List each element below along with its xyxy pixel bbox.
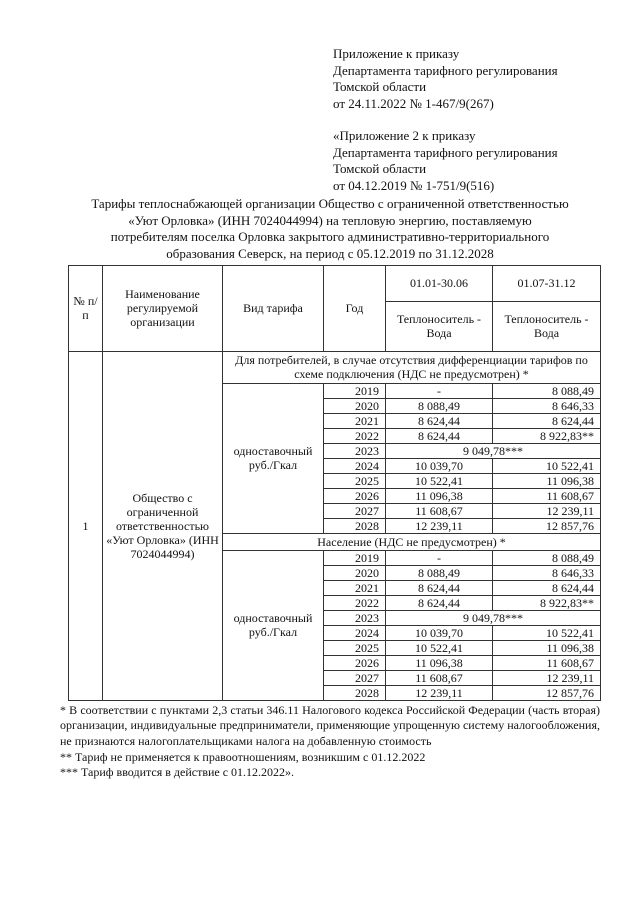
year-cell: 2027 <box>324 670 386 685</box>
header-period-2: 01.07-31.12 <box>493 265 601 301</box>
footnote: *** Тариф вводится в действие с 01.12.2022». <box>60 765 295 780</box>
section-heading: Население (НДС не предусмотрен) * <box>223 533 601 550</box>
header-num: № п/п <box>69 265 103 351</box>
year-cell: 2023 <box>324 443 386 458</box>
tariff-value-cell: 8 646,33 <box>493 565 601 580</box>
year-cell: 2019 <box>324 550 386 565</box>
tariff-value-cell: 8 088,49 <box>386 565 493 580</box>
tariff-value-cell: 11 608,67 <box>493 488 601 503</box>
footnotes <box>60 703 600 781</box>
tariff-value-cell: 8 624,44 <box>493 580 601 595</box>
section-heading: Для потребителей, в случае отсутствия дифференциации тарифов по схеме подключения (НДС не предусмотрен) * <box>223 351 601 383</box>
tariff-value-cell: 12 857,76 <box>493 518 601 533</box>
tariff-value-cell: 10 522,41 <box>493 458 601 473</box>
tariff-value-cell: 8 624,44 <box>493 413 601 428</box>
header-carrier-1: Теплоноситель - Вода <box>386 301 493 351</box>
header-year: Год <box>324 265 386 351</box>
tariff-value-cell: 11 096,38 <box>386 488 493 503</box>
tariff-value-cell: 8 922,83** <box>493 428 601 443</box>
tariff-value-cell: 8 624,44 <box>386 428 493 443</box>
year-cell: 2020 <box>324 398 386 413</box>
section-heading-row <box>69 351 601 383</box>
tariff-value-cell: 12 239,11 <box>386 685 493 700</box>
year-cell: 2024 <box>324 625 386 640</box>
tariff-value-cell: 11 608,67 <box>386 670 493 685</box>
appendix-line: Томской области <box>333 79 427 94</box>
title-line: «Уют Орловка» (ИНН 7024044994) на тепловую энергию, поставляемую <box>128 212 532 228</box>
year-cell: 2022 <box>324 428 386 443</box>
tariff-value-cell: 8 088,49 <box>493 383 601 398</box>
year-cell: 2024 <box>324 458 386 473</box>
appendix-line: Департамента тарифного регулирования <box>333 144 558 160</box>
appendix-line: Департамента тарифного регулирования <box>333 62 558 78</box>
year-cell: 2019 <box>324 383 386 398</box>
tariff-value-cell: 10 522,41 <box>493 625 601 640</box>
year-cell: 2026 <box>324 488 386 503</box>
tariff-value-cell: 11 096,38 <box>386 655 493 670</box>
year-cell: 2023 <box>324 610 386 625</box>
tariff-value-cell: 8 624,44 <box>386 595 493 610</box>
tariff-value-cell: 8 088,49 <box>386 398 493 413</box>
year-cell: 2021 <box>324 580 386 595</box>
tariff-value-cell: - <box>386 550 493 565</box>
tariff-type: одноставочный руб./Гкал <box>223 383 324 533</box>
tariff-value-cell: 9 049,78*** <box>386 443 601 458</box>
tariff-value-cell: 11 096,38 <box>493 473 601 488</box>
tariff-value-cell: - <box>386 383 493 398</box>
appendix-line: «Приложение 2 к приказу <box>333 128 476 143</box>
tariff-value-cell: 12 857,76 <box>493 685 601 700</box>
tariff-value-cell: 8 624,44 <box>386 580 493 595</box>
year-cell: 2026 <box>324 655 386 670</box>
tariff-value-cell: 8 624,44 <box>386 413 493 428</box>
header-period-1: 01.01-30.06 <box>386 265 493 301</box>
title-line: образования Северск, на период с 05.12.2019 по 31.12.2028 <box>166 246 494 262</box>
tariff-value-cell: 12 239,11 <box>493 503 601 518</box>
year-cell: 2027 <box>324 503 386 518</box>
organization-name: Общество с ограниченной ответственностью «Уют Орловка» (ИНН 7024044994) <box>103 351 223 700</box>
year-cell: 2028 <box>324 685 386 700</box>
title-line: потребителям поселка Орловка закрытого административно-территориального <box>110 229 550 245</box>
appendix-line: Томской области <box>333 161 427 176</box>
footnote: ** Тариф не применяется к правоотношениям, возникшим с 01.12.2022 <box>60 749 426 764</box>
year-cell: 2022 <box>324 595 386 610</box>
appendix-original-reference <box>333 128 558 194</box>
year-cell: 2021 <box>324 413 386 428</box>
appendix-reference <box>333 46 558 112</box>
tariff-value-cell: 11 608,67 <box>493 655 601 670</box>
tariff-value-cell: 9 049,78*** <box>386 610 601 625</box>
tariff-value-cell: 10 039,70 <box>386 458 493 473</box>
document-body <box>60 196 600 781</box>
document-title <box>60 196 600 263</box>
year-cell: 2025 <box>324 473 386 488</box>
appendix-line: Приложение к приказу <box>333 46 460 61</box>
tariff-value-cell: 12 239,11 <box>386 518 493 533</box>
tariff-value-cell: 8 922,83** <box>493 595 601 610</box>
tariff-value-cell: 11 096,38 <box>493 640 601 655</box>
tariff-table <box>68 265 601 701</box>
tariff-value-cell: 10 039,70 <box>386 625 493 640</box>
row-number: 1 <box>69 351 103 700</box>
footnote: * В соответствии с пунктами 2,3 статьи 346.11 Налогового кодекса Российской Федерации (часть вторая) организации, индивидуальные предприниматели, применяющие упрощенную систему налогообложения, не признаются налогоплательщиками налога на добавленную стоимость <box>60 702 600 748</box>
appendix-line: от 04.12.2019 № 1-751/9(516) <box>333 177 495 193</box>
title-line: Тарифы теплоснабжающей организации Общество с ограниченной ответственностью <box>91 196 569 211</box>
year-cell: 2028 <box>324 518 386 533</box>
year-cell: 2020 <box>324 565 386 580</box>
tariff-value-cell: 8 088,49 <box>493 550 601 565</box>
header-carrier-2: Теплоноситель - Вода <box>493 301 601 351</box>
tariff-value-cell: 10 522,41 <box>386 473 493 488</box>
header-type: Вид тарифа <box>223 265 324 351</box>
tariff-type: одноставочный руб./Гкал <box>223 550 324 700</box>
appendix-line: от 24.11.2022 № 1-467/9(267) <box>333 95 494 111</box>
tariff-value-cell: 10 522,41 <box>386 640 493 655</box>
tariff-value-cell: 8 646,33 <box>493 398 601 413</box>
tariff-value-cell: 12 239,11 <box>493 670 601 685</box>
year-cell: 2025 <box>324 640 386 655</box>
header-org: Наименование регулируемой организации <box>103 265 223 351</box>
tariff-value-cell: 11 608,67 <box>386 503 493 518</box>
